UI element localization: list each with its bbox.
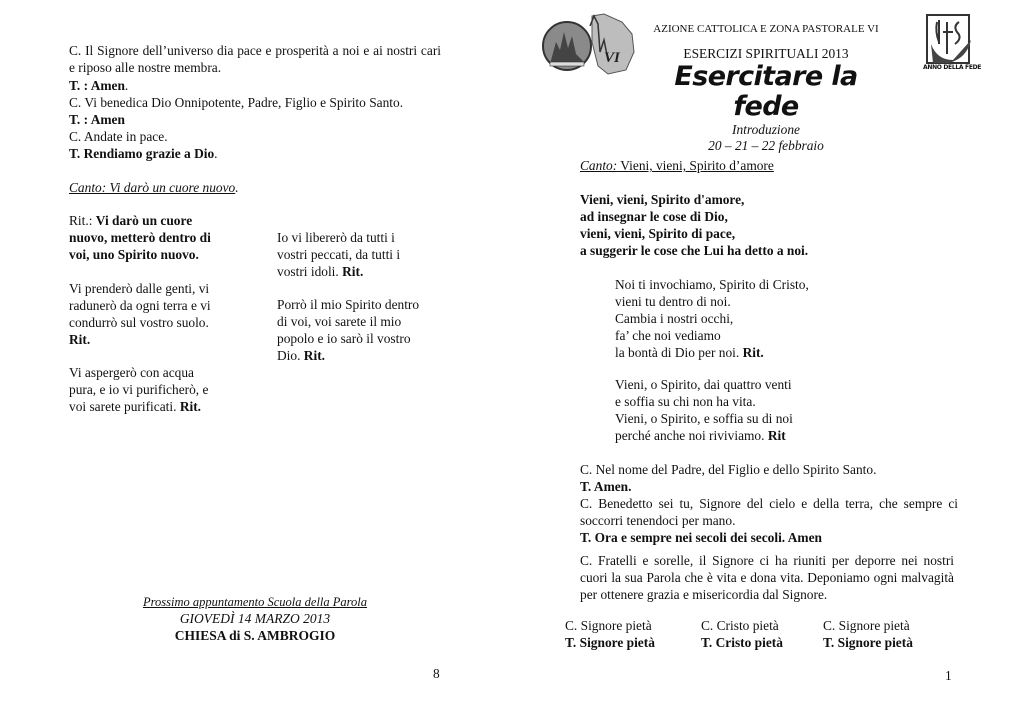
punctuation: . [214,146,218,161]
refrain-line: Vieni, vieni, Spirito d'amore, [580,192,745,207]
closing-blessing-text [69,42,441,76]
refrain-marker: Rit. [303,348,325,363]
zona-pastorale-logo [542,12,652,80]
dismissal-line: C. Andate in pace. [69,129,168,144]
stanza-line: vostri peccati, da tutti i [277,247,401,262]
song-title-right [580,157,774,174]
refrain-line: ad insegnar le cose di Dio, [580,209,728,224]
announcement-date: GIOVEDÌ 14 MARZO 2013 [179,611,331,626]
refrain-marker: Rit [767,428,786,443]
blessing-line: C. Il Signore dell’universo dia pace e prosperità a noi e ai nostri cari e riposo alle nostre membra. [69,43,441,75]
stanza-right-2 [615,376,793,444]
stanza-line: popolo e io sarò il vostro [277,331,411,346]
refrain-line: a suggerir le cose che Lui ha detto a noi. [580,243,809,258]
kyrie-response: T. Signore pietà [823,635,913,650]
response-text: T. Rendiamo grazie a Dio [69,146,215,161]
stanza-line: Vieni, o Spirito, dai quattro venti [615,377,792,392]
stanza-line: di voi, voi sarete il mio [277,314,402,329]
response-amen-1 [69,77,128,94]
refrain-line: voi, uno Spirito nuovo. [69,247,199,262]
punctuation: . [124,78,129,93]
kyrie-3 [823,617,913,651]
anno-della-fede-logo [923,14,981,78]
opening-line-1: C. Nel nome del Padre, del Figlio e dello Spirito Santo. [580,462,877,477]
stanza-1 [69,280,211,348]
stanza-line: Vi prenderò dalle genti, vi [69,281,210,296]
stanza-line: voi sarete purificati. [69,399,180,414]
stanza-line: Cambia i nostri occhi, [615,311,734,326]
stanza-line: radunerò da ogni terra e vi [69,298,211,313]
announcement-heading: Prossimo appuntamento Scuola della Parola [142,595,368,609]
opening-response-1: T. Amen. [580,479,632,494]
stanza-3 [277,229,400,280]
stanza-line: fa’ che noi vediamo [615,328,721,343]
page-number-right: 1 [945,668,952,683]
document-subtitle: Introduzione [732,122,800,137]
kyrie-response: T. Cristo pietà [701,635,783,650]
stanza-line: vostri idoli. [277,264,343,279]
opening-response-2: T. Ora e sempre nei secoli dei secoli. Amen [580,530,822,545]
kyrie-response: T. Signore pietà [565,635,655,650]
announcement [120,595,390,644]
stanza-line: Vi aspergerò con acqua [69,365,194,380]
stanza-line: vieni tu dentro di noi. [615,294,731,309]
stanza-4 [277,296,419,364]
response-text: T. : Amen [69,78,125,93]
blessing-line-2: C. Vi benedica Dio Onnipotente, Padre, Figlio e Spirito Santo. [69,95,404,110]
zona-pastorale-logo-icon [542,12,652,80]
logo-right-label: ANNO DELLA FEDE [923,64,982,71]
opening-line-2: C. Benedetto sei tu, Signore del cielo e della terra, che sempre ci soccorri tenendoci per mano. [580,496,958,528]
stanza-line: la bontà di Dio per noi. [615,345,743,360]
stanza-line: Vieni, o Spirito, e soffia su di noi [615,411,793,426]
event-name: ESERCIZI SPIRITUALI 2013 [683,46,849,61]
stanza-line: Dio. [277,348,304,363]
refrain-right [580,191,808,259]
stanza-line: Noi ti invochiamo, Spirito di Cristo, [615,277,809,292]
refrain-label: Rit.: [69,213,96,228]
refrain-marker: Rit. [342,264,364,279]
song-title-text: Canto: Vi darò un cuore nuovo [69,180,236,195]
event-dates: 20 – 21 – 22 febbraio [708,138,824,153]
document-title: Esercitare la fede [674,61,858,122]
kyrie-celebrant: C. Signore pietà [565,618,652,633]
document-header [640,22,892,154]
refrain-line: Vi darò un cuore [95,213,193,228]
response-thanks [69,145,218,162]
kyrie-celebrant: C. Signore pietà [823,618,910,633]
page-number-left: 8 [433,666,440,681]
refrain-marker: Rit. [179,399,202,414]
punctuation: . [235,180,239,195]
song-label: Canto: [580,158,618,173]
stanza-line: Porrò il mio Spirito dentro [277,297,420,312]
stanza-line: perché anche noi riviviamo. [615,428,768,443]
refrain-block [69,212,211,263]
refrain-marker: Rit. [742,345,764,360]
announcement-place: CHIESA di S. AMBROGIO [174,628,336,643]
song-title-left [69,179,239,196]
stanza-line: Io vi libererò da tutti i [277,230,395,245]
organization-name: AZIONE CATTOLICA E ZONA PASTORALE VI [653,23,879,35]
logo-left-label: VI [604,50,620,66]
stanza-line: pura, e io vi purificherò, e [69,382,209,397]
kyrie-celebrant: C. Cristo pietà [701,618,779,633]
stanza-line: condurrò sul vostro suolo. [69,315,209,330]
kyrie-1 [565,617,655,651]
stanza-line: e soffia su chi non ha vita. [615,394,756,409]
stanza-right-1 [615,276,809,361]
stanza-2 [69,364,208,415]
kyrie-2 [701,617,783,651]
song-title-text: Vieni, vieni, Spirito d’amore [617,158,774,173]
response-amen-2: T. : Amen [69,112,125,127]
opening-line-3: C. Fratelli e sorelle, il Signore ci ha riuniti per deporre nei nostri cuori la sua Parola che è vita e dona vita. Deponiamo ogni malvagità per ottenere grazia e misericordia dal Signore. [580,553,954,602]
refrain-marker: Rit. [69,332,91,347]
refrain-line: nuovo, metterò dentro di [69,230,211,245]
refrain-line: vieni, vieni, Spirito di pace, [580,226,736,241]
